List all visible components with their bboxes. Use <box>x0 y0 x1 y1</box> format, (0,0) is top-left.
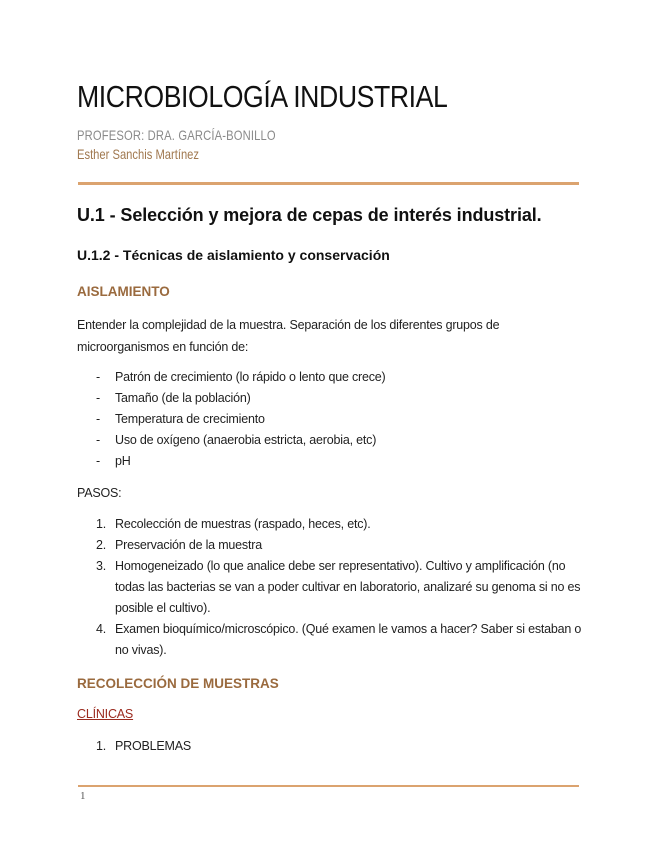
step-number: 3. <box>96 559 107 573</box>
dash-marker: - <box>96 370 100 384</box>
step-number: 2. <box>96 538 107 552</box>
problemas-list <box>77 736 582 757</box>
list-item <box>77 514 582 535</box>
list-item <box>77 430 582 451</box>
step-text: Examen bioquímico/microscópico. (Qué examen le vamos a hacer? Saber si estaban o no vivas). <box>115 622 582 657</box>
dash-marker: - <box>96 412 100 426</box>
criteria-list <box>77 367 582 472</box>
list-item-text: Tamaño (de la población) <box>115 391 251 405</box>
step-text: Preservación de la muestra <box>115 538 262 552</box>
aislamiento-intro: Entender la complejidad de la muestra. Separación de los diferentes grupos de microorganismos en función de: <box>77 318 500 354</box>
step-text: PROBLEMAS <box>115 739 192 753</box>
subunit-heading: U.1.2 - Técnicas de aislamiento y conservación <box>77 247 390 263</box>
dash-marker: - <box>96 454 100 468</box>
footer-divider <box>78 785 579 787</box>
step-number: 1. <box>96 517 107 531</box>
step-text: Recolección de muestras (raspado, heces, etc). <box>115 517 371 531</box>
list-item-text: Patrón de crecimiento (lo rápido o lento que crece) <box>115 370 386 384</box>
dash-marker: - <box>96 391 100 405</box>
list-item-text: pH <box>115 454 131 468</box>
list-item-text: Temperatura de crecimiento <box>115 412 265 426</box>
professor-line: PROFESOR: DRA. GARCÍA-BONILLO <box>77 127 276 143</box>
author-line: Esther Sanchis Martínez <box>77 146 200 162</box>
dash-marker: - <box>96 433 100 447</box>
page-number: 1 <box>80 790 86 802</box>
unit-heading: U.1 - Selección y mejora de cepas de interés industrial. <box>77 205 542 225</box>
list-item <box>77 619 582 661</box>
steps-list <box>77 514 582 661</box>
recoleccion-heading: RECOLECCIÓN DE MUESTRAS <box>77 676 279 691</box>
step-number: 4. <box>96 622 107 636</box>
list-item <box>77 451 582 472</box>
list-item <box>77 535 582 556</box>
list-item <box>77 736 582 757</box>
clinicas-link[interactable]: CLÍNICAS <box>77 707 134 721</box>
list-item <box>77 388 582 409</box>
step-number: 1. <box>96 739 107 753</box>
aislamiento-heading: AISLAMIENTO <box>77 284 170 299</box>
list-item-text: Uso de oxígeno (anaerobia estricta, aerobia, etc) <box>115 433 377 447</box>
list-item <box>77 367 582 388</box>
document-title: MICROBIOLOGÍA INDUSTRIAL <box>77 79 448 114</box>
header-divider <box>78 182 579 185</box>
list-item <box>77 556 582 619</box>
step-text: Homogeneizado (lo que analice debe ser representativo). Cultivo y amplificación (no todas las bacterias se van a poder cultivar en laboratorio, analizaré su genoma si no es posible el cultivo). <box>115 559 581 615</box>
list-item <box>77 409 582 430</box>
steps-label: PASOS: <box>77 486 122 500</box>
